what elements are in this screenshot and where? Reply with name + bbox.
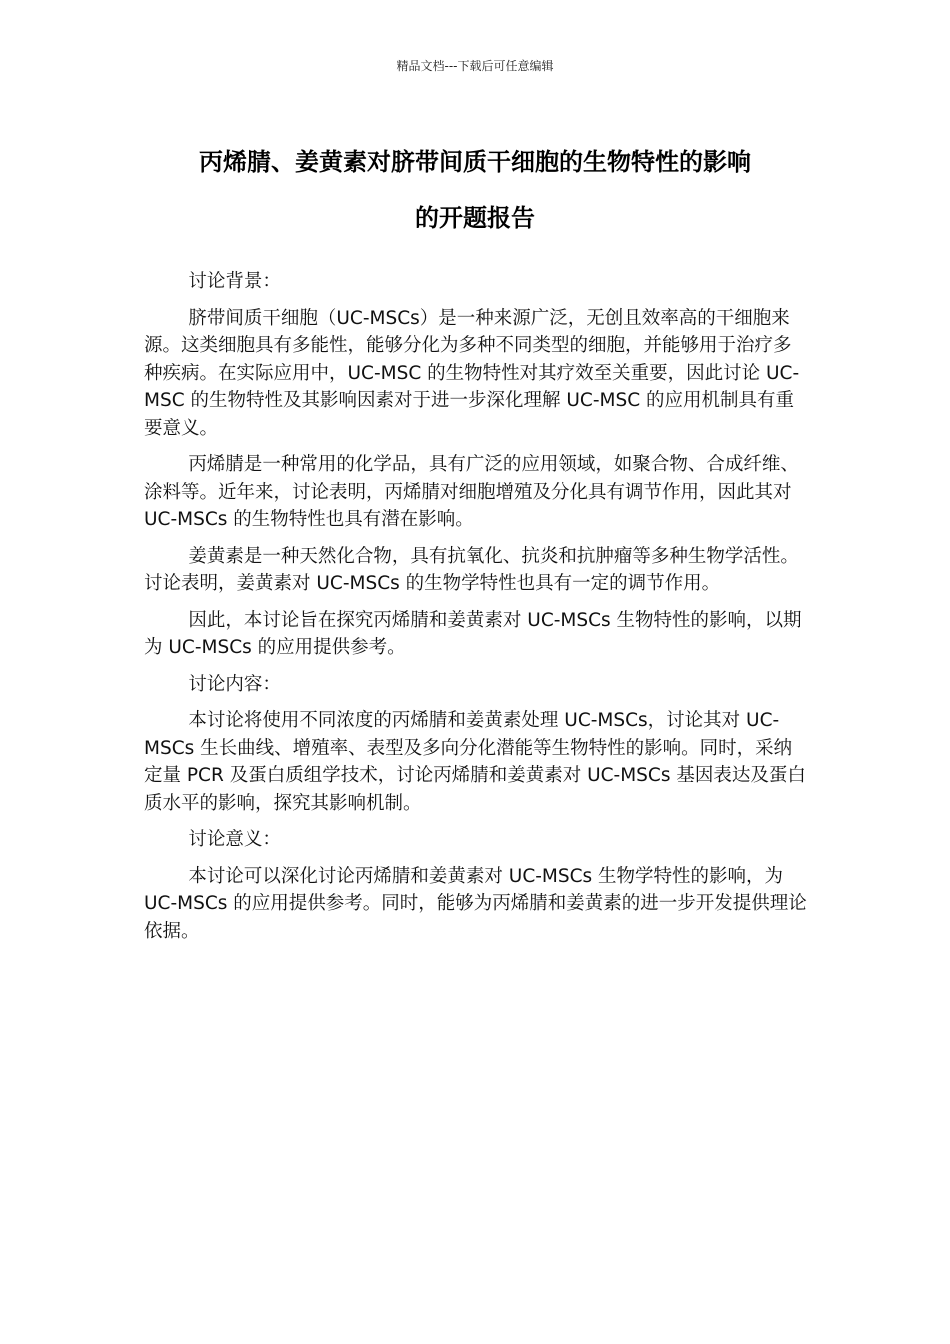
paragraph-curcumin: 姜黄素是一种天然化合物，具有抗氧化、抗炎和抗肿瘤等多种生物学活性。讨论表明，姜黄素对 UC-MSCs 的生物学特性也具有一定的调节作用。	[144, 545, 799, 594]
paragraph-ucmsc-intro: 脐带间质干细胞（UC-MSCs）是一种来源广泛，无创且效率高的干细胞来源。这类细胞具有多能性，能够分化为多种不同类型的细胞，并能够用于治疗多种疾病。在实际应用中，UC-MSC 的生物特性对其疗效至关重要，因此讨论 UC-MSC 的生物特性及其影响因素对于进一步深化理解 UC-MSC 的应用机制具有重要意义。	[144, 307, 800, 439]
paragraph-acrylonitrile: 丙烯腈是一种常用的化学品，具有广泛的应用领域，如聚合物、合成纤维、涂料等。近年来，讨论表明，丙烯腈对细胞增殖及分化具有调节作用，因此其对 UC-MSCs 的生物特性也具有潜在影响。	[144, 454, 799, 530]
paragraph-content: 本讨论将使用不同浓度的丙烯腈和姜黄素处理 UC-MSCs，讨论其对 UC-MSCs 生长曲线、增殖率、表型及多向分化潜能等生物特性的影响。同时，采纳定量 PCR 及蛋白质组学技术，讨论丙烯腈和姜黄素对 UC-MSCs 基因表达及蛋白质水平的影响，探究其影响机制。	[144, 710, 806, 814]
header-note: 精品文档---下载后可任意编辑	[396, 59, 554, 73]
section-heading-significance: 讨论意义：	[188, 829, 281, 850]
section-heading-content: 讨论内容：	[188, 673, 281, 695]
title-line-1: 丙烯腈、姜黄素对脐带间质干细胞的生物特性的影响	[199, 148, 751, 176]
section-heading-background: 讨论背景：	[188, 271, 281, 292]
document-title	[130, 134, 820, 246]
paragraph-purpose: 因此，本讨论旨在探究丙烯腈和姜黄素对 UC-MSCs 生物特性的影响，以期为 UC-MSCs 的应用提供参考。	[144, 609, 802, 658]
paragraph-significance: 本讨论可以深化讨论丙烯腈和姜黄素对 UC-MSCs 生物学特性的影响，为 UC-MSCs 的应用提供参考。同时，能够为丙烯腈和姜黄素的进一步开发提供理论依据。	[144, 865, 807, 942]
title-line-2: 的开题报告	[415, 204, 535, 232]
document-body	[144, 268, 808, 954]
